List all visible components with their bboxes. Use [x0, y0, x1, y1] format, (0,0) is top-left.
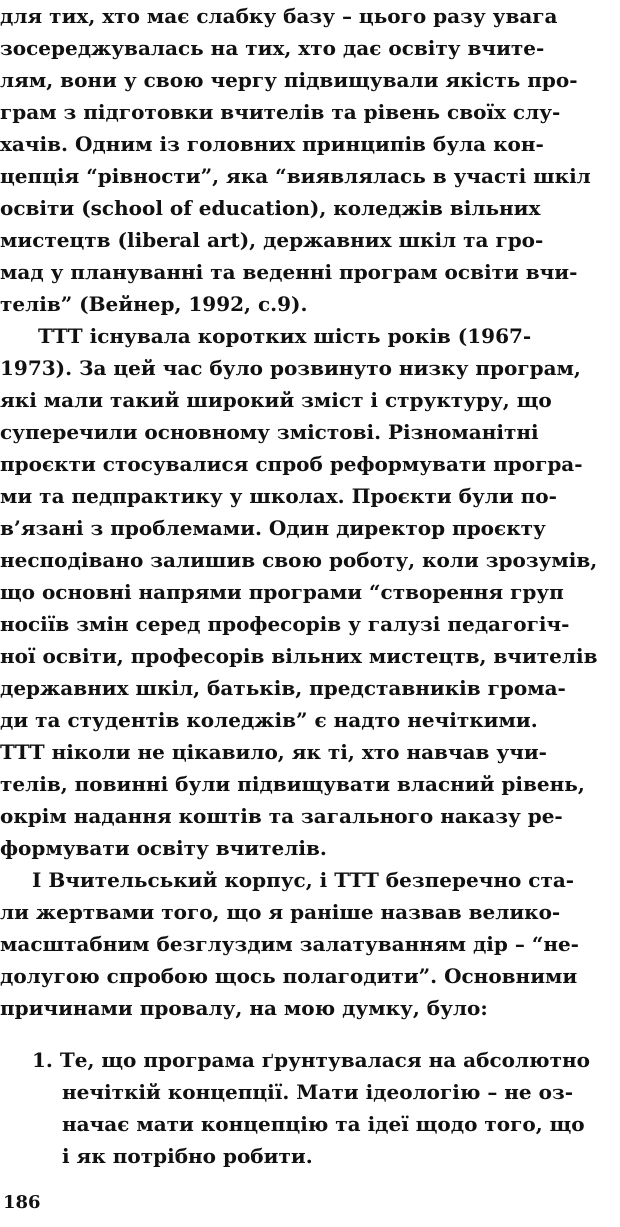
text-line: окрім надання коштів та загального наказу ре-: [0, 804, 563, 828]
text-line: формувати освіту вчителів.: [0, 836, 327, 860]
text-line: зосереджувалась на тих, хто дає освіту вчите-: [0, 36, 545, 60]
text-line: ТТТ ніколи не цікавило, як ті, хто навчав учи-: [0, 740, 547, 764]
text-line: ТТТ існувала коротких шість років (1967-: [38, 324, 532, 348]
text-line: освіти (school of education), коледжів вільних: [0, 196, 541, 220]
text-line: мистецтв (liberal art), державних шкіл та гро-: [0, 228, 544, 252]
text-line: телів” (Вейнер, 1992, с.9).: [0, 292, 308, 316]
list-item-line: нечіткій концепції. Мати ідеологію – не оз-: [62, 1080, 574, 1104]
text-line: мад у плануванні та веденні програм освіти вчи-: [0, 260, 578, 284]
text-line: цепція “рівности”, яка “виявлялась в участі шкіл: [0, 164, 591, 188]
list-item-line: начає мати концепцію та ідеї щодо того, що: [62, 1112, 585, 1136]
text-line: ми та педпрактику у школах. Проєкти були по-: [0, 484, 557, 508]
text-line: що основні напрями програми “створення груп: [0, 580, 564, 604]
text-line: ли жертвами того, що я раніше назвав велико-: [0, 900, 561, 924]
text-line: телів, повинні були підвищувати власний рівень,: [0, 772, 585, 796]
text-line: носіїв змін серед професорів у галузі педагогіч-: [0, 612, 570, 636]
text-line: І Вчительський корпус, і ТТТ безперечно ста-: [32, 868, 575, 892]
text-line: лям, вони у свою чергу підвищували якість про-: [0, 68, 578, 92]
text-line: хачів. Одним із головних принципів була кон-: [0, 132, 544, 156]
list-item-line: і як потрібно робити.: [62, 1144, 313, 1168]
text-line: долугою спробою щось полагодити”. Основними: [0, 964, 578, 988]
page-number: 186: [3, 1192, 41, 1213]
text-line: які мали такий широкий зміст і структуру, що: [0, 388, 552, 412]
text-line: в’язані з проблемами. Один директор проєкту: [0, 516, 546, 540]
text-line: для тих, хто має слабку базу – цього разу увага: [0, 4, 558, 28]
text-line: грам з підготовки вчителів та рівень своїх слу-: [0, 100, 561, 124]
text-line: 1973). За цей час було розвинуто низку програм,: [0, 356, 581, 380]
text-line: причинами провалу, на мою думку, було:: [0, 996, 488, 1020]
text-line: проєкти стосувалися спроб реформувати програ-: [0, 452, 583, 476]
text-line: ної освіти, професорів вільних мистецтв, вчителів: [0, 644, 598, 668]
text-line: державних шкіл, батьків, представників грома-: [0, 676, 566, 700]
text-line: суперечили основному змістові. Різноманітні: [0, 420, 539, 444]
text-line: масштабним безглуздим залатуванням дір – “не-: [0, 932, 579, 956]
list-item-line: 1. Те, що програма ґрунтувалася на абсолютно: [32, 1048, 590, 1072]
text-line: ди та студентів коледжів” є надто нечіткими.: [0, 708, 538, 732]
text-line: несподівано залишив свою роботу, коли зрозумів,: [0, 548, 598, 572]
